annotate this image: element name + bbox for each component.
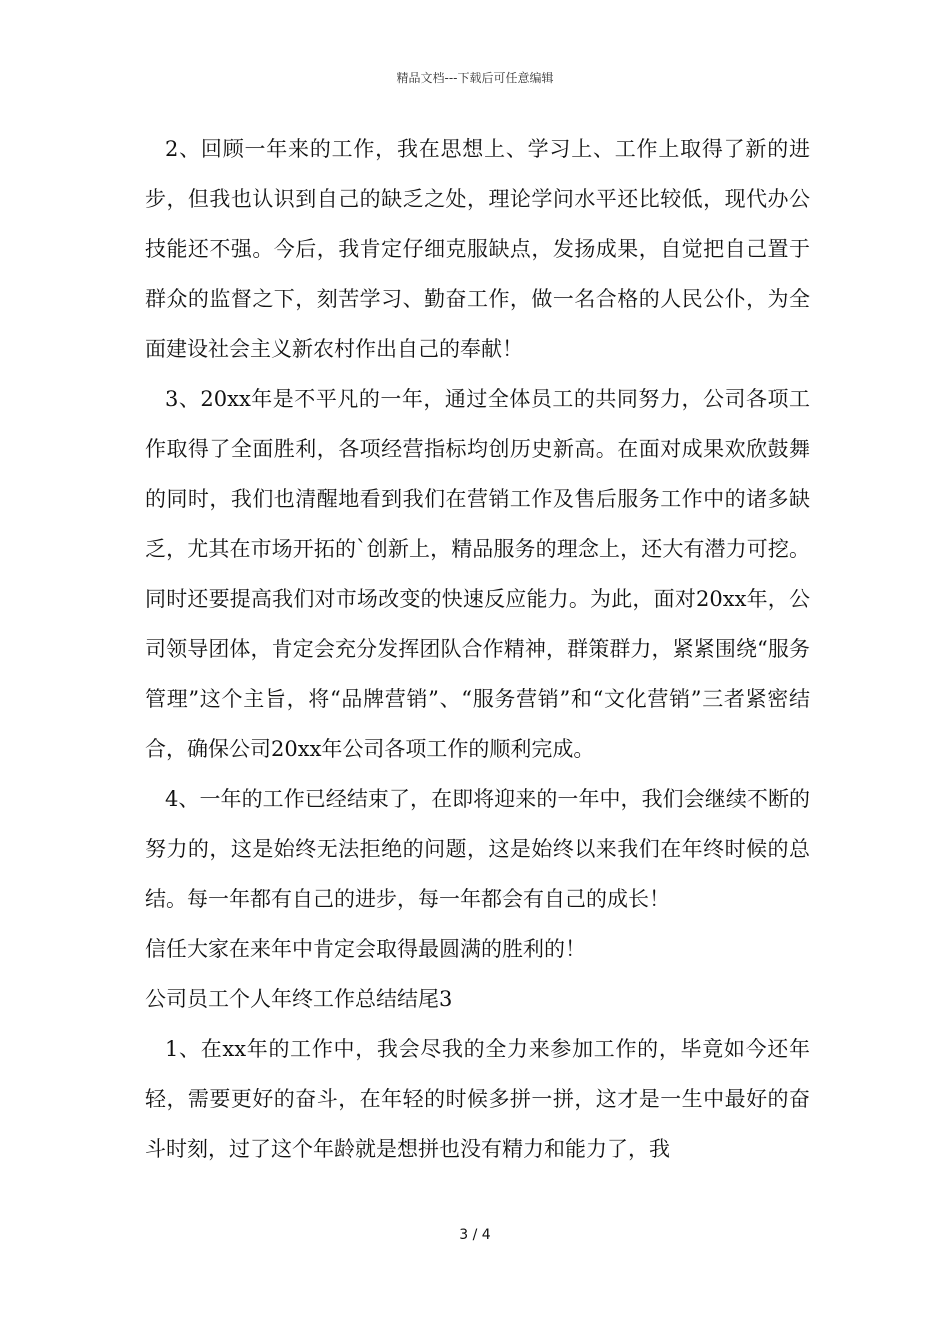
- paragraph-item-1: 1、在xx年的工作中，我会尽我的全力来参加工作的，毕竟如今还年轻，需要更好的奋斗，在年轻的时候多拼一拼，这才是一生中最好的奋斗时刻，过了这个年龄就是想拼也没有精力和能力了，我: [145, 1037, 810, 1161]
- document-body: [145, 124, 810, 1174]
- page-number: 3 / 4: [459, 1227, 491, 1243]
- section-heading: 公司员工个人年终工作总结结尾3: [145, 987, 453, 1011]
- paragraph-item-4: 4、一年的工作已经结束了，在即将迎来的一年中，我们会继续不断的努力的，这是始终无法拒绝的问题，这是始终以来我们在年终时候的总结。每一年都有自己的进步，每一年都会有自己的成长！: [145, 787, 810, 911]
- paragraph-closing-line: 信任大家在来年中肯定会取得最圆满的胜利的！: [145, 937, 586, 961]
- page-header: 精品文档---下载后可任意编辑: [396, 71, 554, 85]
- paragraph-item-3: 3、20xx年是不平凡的一年，通过全体员工的共同努力，公司各项工作取得了全面胜利，各项经营指标均创历史新高。在面对成果欢欣鼓舞的同时，我们也清醒地看到我们在营销工作及售后服务工作中的诸多缺乏，尤其在市场开拓的`创新上，精品服务的理念上，还大有潜力可挖。同时还要提高我们对市场改变的快速反应能力。为此，面对20xx年，公司领导团体，肯定会充分发挥团队合作精神，群策群力，紧紧围绕“服务管理”这个主旨，将“品牌营销”、“服务营销”和“文化营销”三者紧密结合，确保公司20xx年公司各项工作的顺利完成。: [145, 387, 810, 761]
- paragraph-item-2: 2、回顾一年来的工作，我在思想上、学习上、工作上取得了新的进步，但我也认识到自己的缺乏之处，理论学问水平还比较低，现代办公技能还不强。今后，我肯定仔细克服缺点，发扬成果，自觉把自己置于群众的监督之下，刻苦学习、勤奋工作，做一名合格的人民公仆，为全面建设社会主义新农村作出自己的奉献！: [145, 137, 810, 361]
